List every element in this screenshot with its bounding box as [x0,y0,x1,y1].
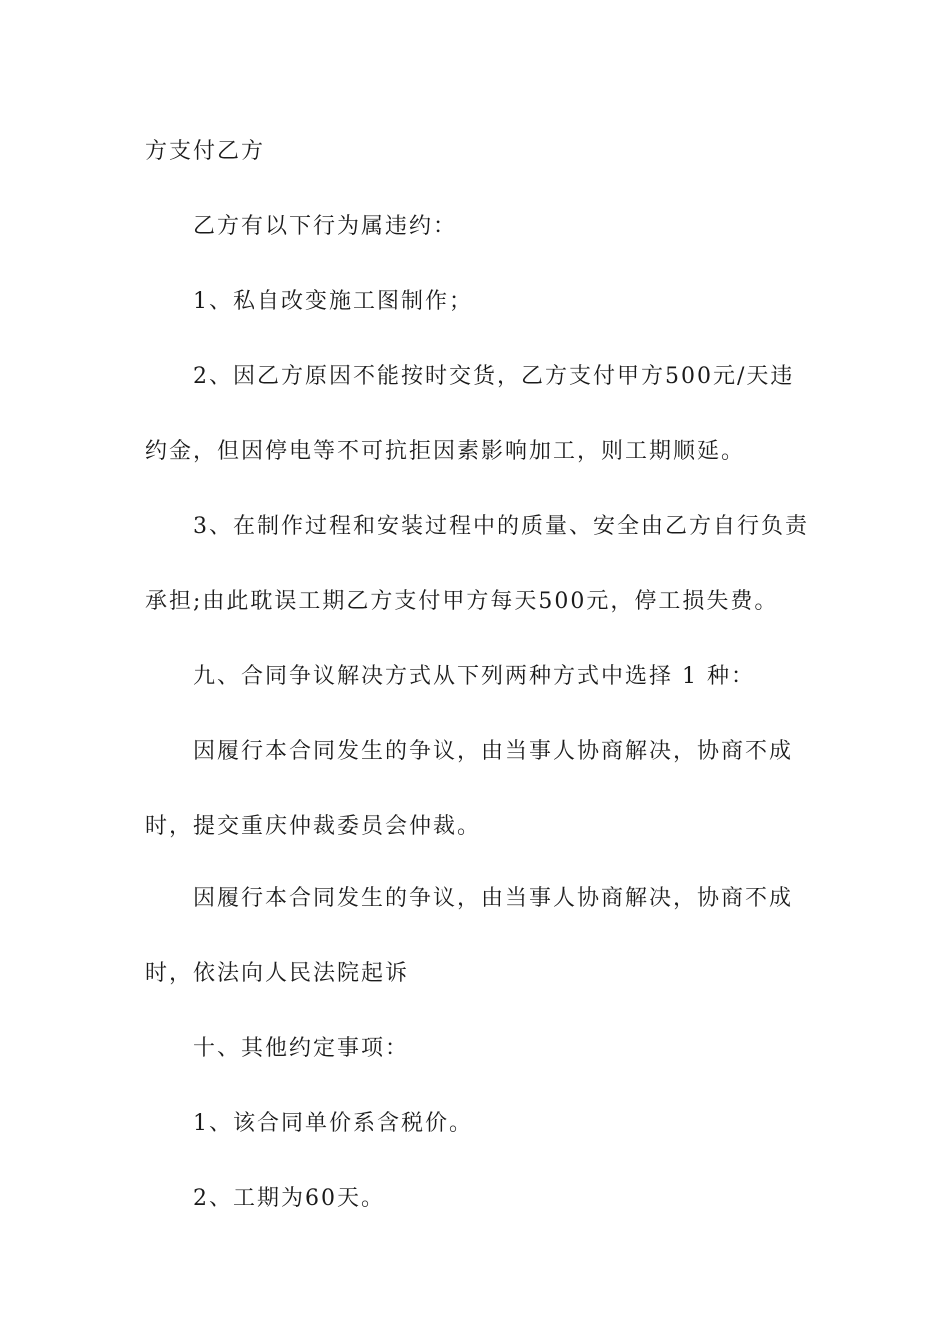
text-line: 2、因乙方原因不能按时交货，乙方支付甲方500元/天违 [193,364,795,389]
text-line: 3、在制作过程和安装过程中的质量、安全由乙方自行负责 [193,514,809,539]
text-line: 时，提交重庆仲裁委员会仲裁。 [145,814,482,839]
text-line: 因履行本合同发生的争议，由当事人协商解决，协商不成 [193,886,794,911]
text-line: 1、私自改变施工图制作； [193,289,473,314]
text-line: 乙方有以下行为属违约： [193,214,458,239]
text-line: 2、工期为60天。 [193,1186,385,1211]
text-line: 约金，但因停电等不可抗拒因素影响加工，则工期顺延。 [145,439,746,464]
section-heading: 十、其他约定事项： [193,1036,410,1061]
text-line: 因履行本合同发生的争议，由当事人协商解决，协商不成 [193,739,794,764]
text-line: 方支付乙方 [145,139,266,164]
text-line: 1、该合同单价系含税价。 [193,1111,473,1136]
text-line: 时，依法向人民法院起诉 [145,961,410,986]
text-line: 承担;由此耽误工期乙方支付甲方每天500元，停工损失费。 [145,589,779,614]
section-heading: 九、合同争议解决方式从下列两种方式中选择 1 种： [193,664,755,689]
